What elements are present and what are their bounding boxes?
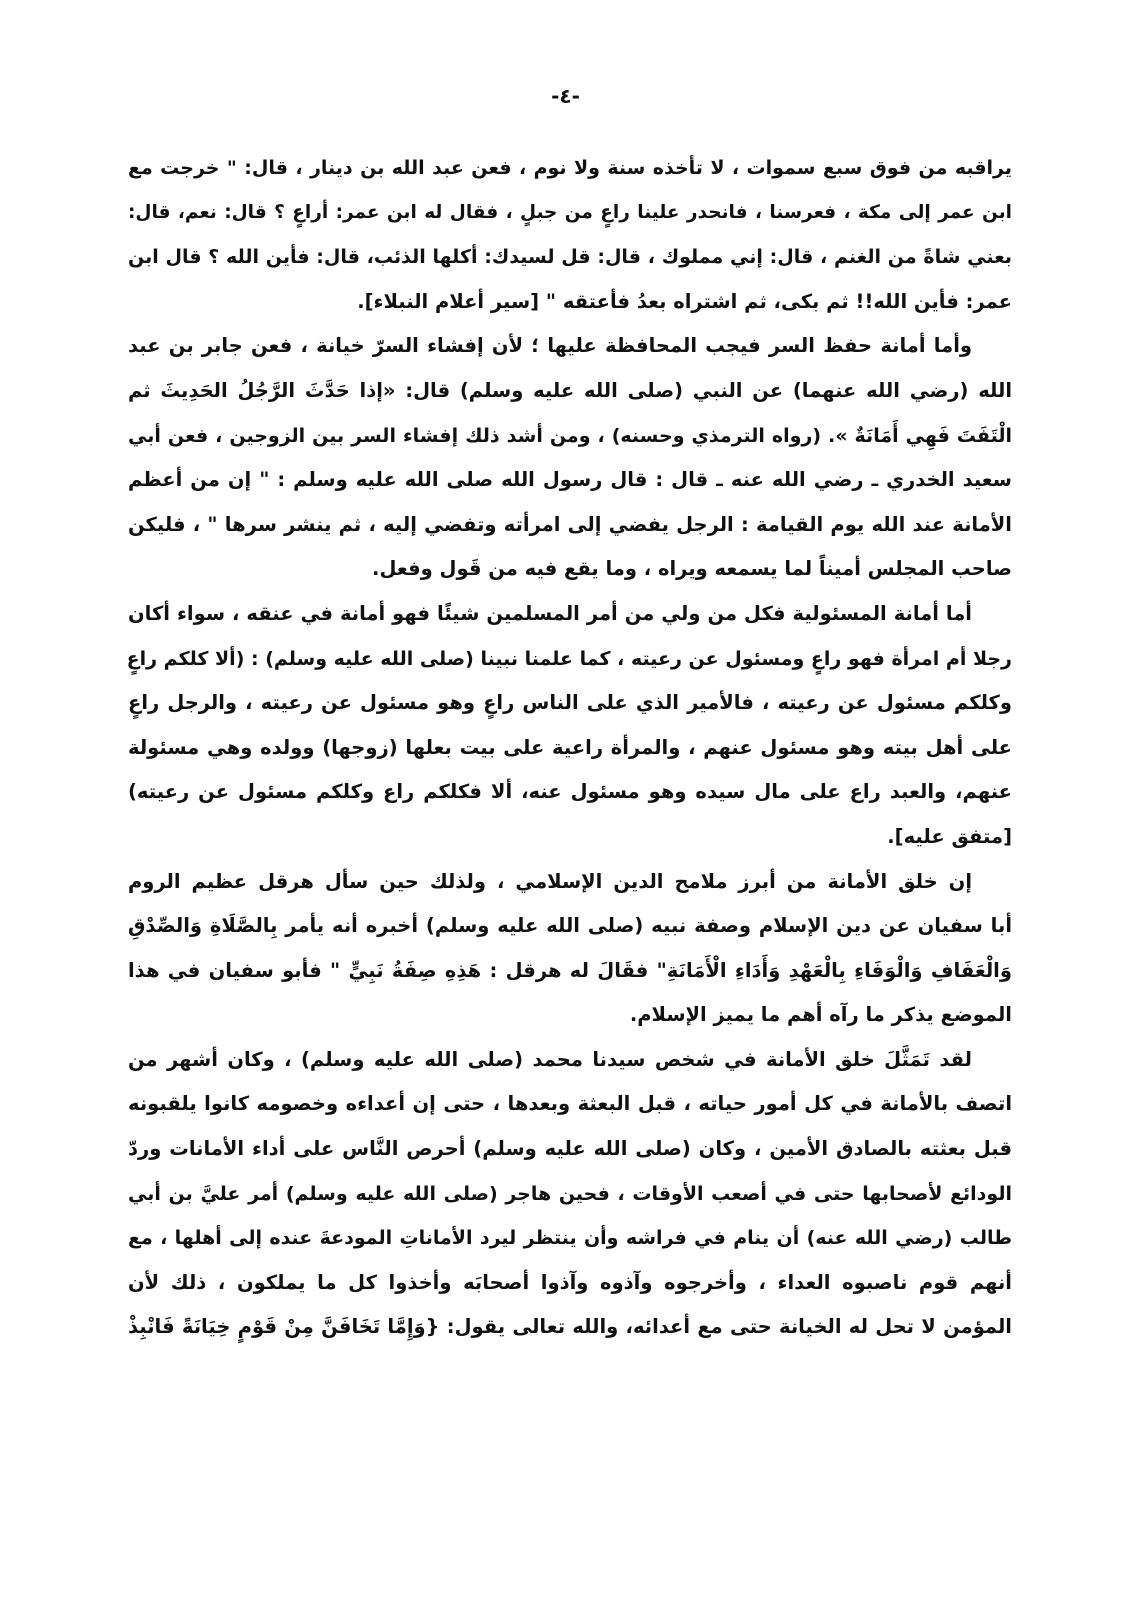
- text-line: ابن عمر إلى مكة ، فعرسنا ، فانحدر علينا راعٍ من جبلٍ ، فقال له ابن عمر: أراعٍ ؟ قال: نعم، قال:: [128, 201, 1012, 223]
- text-line: طالب (رضي الله عنه) أن ينام في فراشه وأن ينتظر ليرد الأماناتِ المودعةَ عنده إلى أهلها ، مع: [128, 1227, 1012, 1250]
- text-line: قبل بعثته بالصادق الأمين ، وكان (صلى الله عليه وسلم) أحرص النَّاس على أداء الأمانات وردّ: [128, 1137, 1012, 1161]
- text-line: الله (رضي الله عنهما) عن النبي (صلى الله عليه وسلم) قال: «إذا حَدَّثَ الرَّجُلُ الحَدِيثَ ثم: [128, 378, 1012, 402]
- text-line: الموضع يذكر ما رآه أهم ما يميز الإسلام.: [629, 1003, 1012, 1027]
- text-line: رجلا أم امرأة فهو راعٍ ومسئول عن رعيته ، كما علمنا نبينا (صلى الله عليه وسلم) : (ألا كلكم راعٍ: [126, 647, 1012, 670]
- text-line: اتصف بالأمانة في كل أمور حياته ، قبل البعثة وبعدها ، حتى إن أعداءه وخصومه كانوا يلقبونه: [128, 1092, 1012, 1116]
- paragraph-first-line: إن خلق الأمانة من أبرز ملامح الدين الإسلامي ، ولذلك حين سأل هرقل عظيم الروم: [128, 869, 972, 893]
- paragraph-first-line: لقد تَمَثَّلَ خلق الأمانة في شخص سيدنا محمد (صلى الله عليه وسلم) ، وكان أشهر من: [128, 1047, 972, 1071]
- text-line: عمر: فأين الله!! ثم بكى، ثم اشتراه بعدُ فأعتقه " [سير أعلام النبلاء].: [357, 289, 1012, 313]
- text-line: وكلكم مسئول عن رعيته ، فالأمير الذي على الناس راعٍ وهو مسئول عن رعيته ، والرجل راعٍ: [128, 691, 1012, 715]
- text-line: الْتَفَتَ فَهِي أَمَانَةٌ ». (رواه الترمذي وحسنه) ، ومن أشد ذلك إفشاء السر بين الزوجين ، فعن أبي: [128, 424, 1012, 447]
- text-line: عنهم، والعبد راع على مال سيده وهو مسئول عنه، ألا فكلكم راع وكلكم مسئول عن رعيته): [128, 780, 1012, 804]
- body-text: [128, 146, 1012, 1350]
- paragraph-first-line: أما أمانة المسئولية فكل من ولي من أمر المسلمين شيئًا فهو أمانة في عنقه ، سواء أكان: [128, 601, 972, 625]
- text-line: سعيد الخدري ـ رضي الله عنه ـ قال : قال رسول الله صلى الله عليه وسلم : " إن من أعظم: [128, 468, 1012, 492]
- text-line: بعني شاةً من الغنم ، قال: إني مملوك ، قال: قل لسيدك: أكلها الذئب، قال: فأين الله ؟ قال ابن: [128, 246, 1012, 269]
- text-line: الأمانة عند الله يوم القيامة : الرجل يفضي إلى امرأته وتفضي إليه ، ثم ينشر سرها " ، فليكن: [128, 512, 1012, 536]
- text-line: أنهم قوم ناصبوه العداء ، وأخرجوه وآذوه وآذوا أصحابَه وأخذوا كل ما يملكون ، ذلك لأن: [128, 1270, 1012, 1294]
- text-line: صاحب المجلس أميناً لما يسمعه ويراه ، وما يقع فيه من قَول وفعل.: [372, 557, 1012, 581]
- text-line: على أهل بيته وهو مسئول عنهم ، والمرأة راعية على بيت بعلها (زوجها) وولده وهي مسئولة: [128, 735, 1012, 759]
- text-line: وَالْعَفَافِ وَالْوَفَاءِ بِالْعَهْدِ وَأَدَاءِ الْأَمَانَةِ" فقَالَ له هرقل : هَذِهِ صِفَةُ نَبِيٍّ " فأبو سفيان في هذا: [128, 958, 1012, 982]
- text-line: المؤمن لا تحل له الخيانة حتى مع أعدائه، والله تعالى يقول: {وَإِمَّا تَخَافَنَّ مِنْ قَوْمٍ خِيَانَةً فَانْبِذْ: [128, 1315, 1012, 1339]
- text-line: الودائع لأصحابها حتى في أصعب الأوقات ، فحين هاجر (صلى الله عليه وسلم) أمر عليَّ بن أبي: [128, 1182, 1012, 1205]
- text-line: [متفق عليه].: [887, 824, 1012, 848]
- text-line: أبا سفيان عن دين الإسلام وصفة نبيه (صلى الله عليه وسلم) أخبره أنه يأمر بِالصَّلَاةِ وَالصِّدْقِ: [128, 914, 1012, 938]
- page-number: -٤-: [551, 84, 580, 108]
- text-line: يراقبه من فوق سبع سموات ، لا تأخذه سنة ولا نوم ، فعن عبد الله بن دينار ، قال: " خرجت مع: [128, 157, 1012, 179]
- paragraph-first-line: وأما أمانة حفظ السر فيجب المحافظة عليها ؛ لأن إفشاء السرّ خيانة ، فعن جابر بن عبد: [128, 334, 972, 358]
